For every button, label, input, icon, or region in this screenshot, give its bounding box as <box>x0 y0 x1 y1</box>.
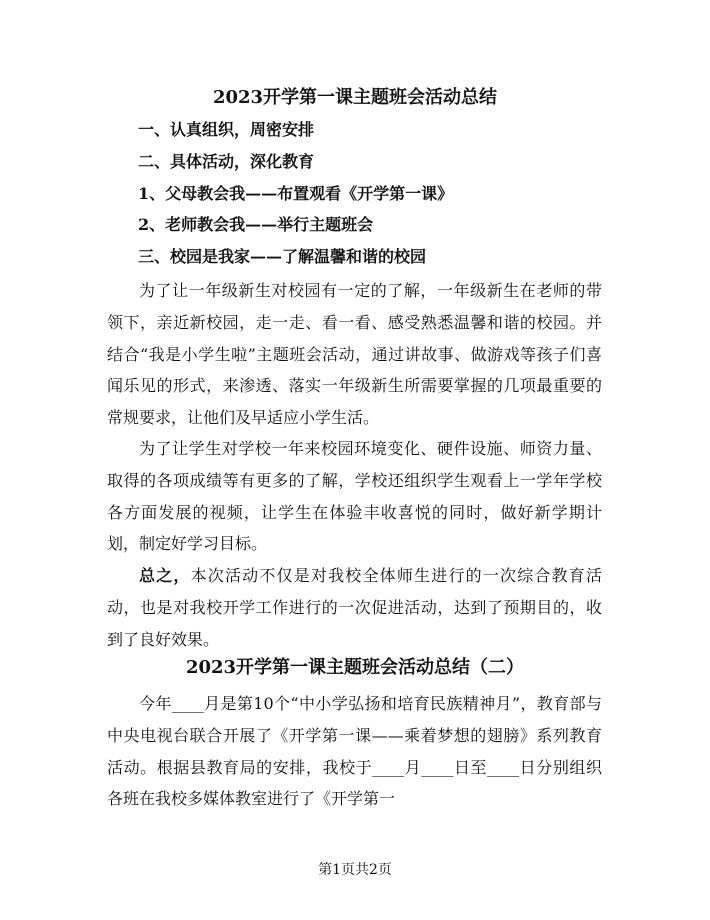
body-paragraph-1: 为了让一年级新生对校园有一定的了解，一年级新生在老师的带领下，亲近新校园，走一走、看一看、感受熟悉温馨和谐的校园。并结合“我是小学生啦”主题班会活动，通过讲故事、做游戏等孩子们喜闻乐见的形式，来渗透、落实一年级新生所需要掌握的几项最重要的常规要求，让他们及早适应小学生活。 <box>107 281 602 428</box>
summary-text: 本次活动不仅是对我校全体师生进行的一次综合教育活动，也是对我校开学工作进行的一次促进活动，达到了预期目的，收到了良好效果。 <box>107 566 602 649</box>
section-heading-3: 三、校园是我家——了解温馨和谐的校园 <box>138 247 427 266</box>
document-title-2: 2023开学第一课主题班会活动总结（二） <box>185 657 525 678</box>
section-heading-1: 一、认真组织，周密安排 <box>138 120 315 139</box>
page-number: 第1页共2页 <box>318 862 392 878</box>
summary-lead: 总之， <box>139 566 191 585</box>
section-heading-2: 二、具体活动，深化教育 <box>138 152 315 171</box>
body-paragraph-3: 今年____月是第10个“中小学弘扬和培育民族精神月”，教育部与中央电视台联合开展了《开学第一课——乘着梦想的翅膀》系列教育活动。根据县教育局的安排，我校于____月____日至____日分别组织各班在我校多媒体教室进行了《开学第一 <box>107 694 602 809</box>
subsection-heading-1: 1、父母教会我——布置观看《开学第一课》 <box>138 184 454 203</box>
body-paragraph-2: 为了让学生对学校一年来校园环境变化、硬件设施、师资力量、取得的各项成绩等有更多的了解，学校还组织学生观看上一学年学校各方面发展的视频，让学生在体验丰收喜悦的同时，做好新学期计划，制定好学习目标。 <box>107 439 602 554</box>
document-title: 2023开学第一课主题班会活动总结 <box>212 87 498 108</box>
subsection-heading-2: 2、老师教会我——举行主题班会 <box>138 215 374 234</box>
summary-paragraph <box>107 560 602 655</box>
